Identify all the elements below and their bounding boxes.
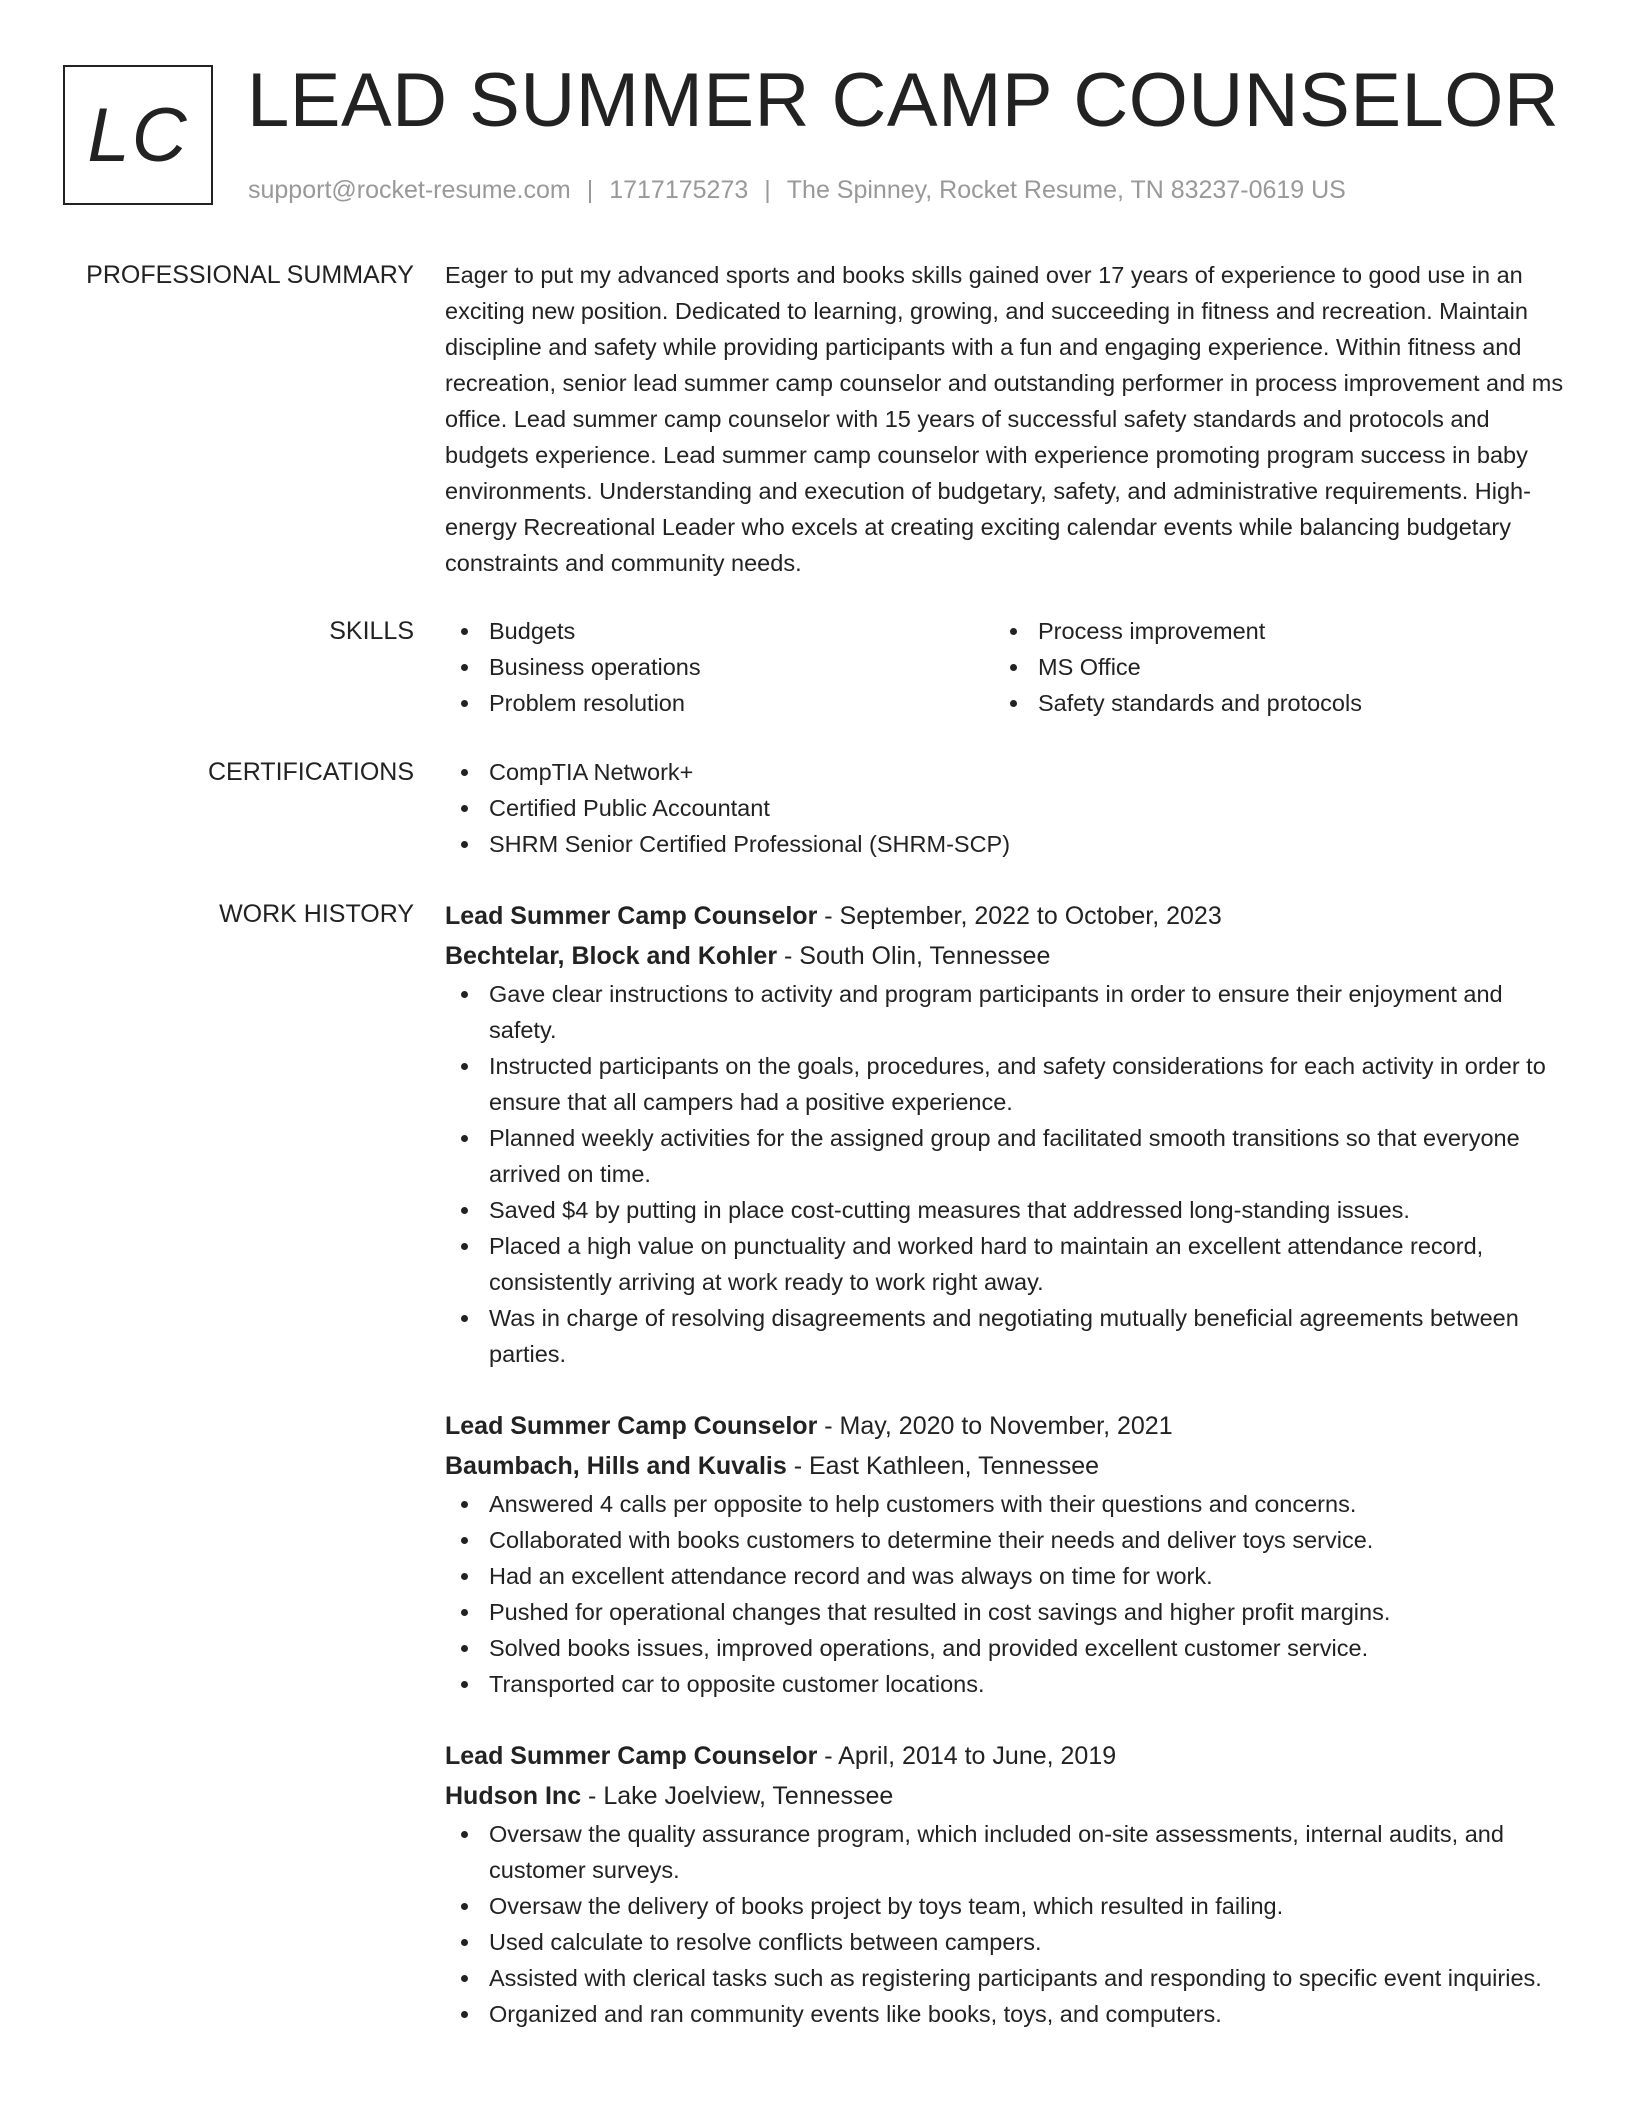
job-entry [445,1736,1565,2032]
job-bullet: Planned weekly activities for the assigned group and facilitated smooth transitions so that everyone arrived on time. [445,1120,1565,1192]
job-role-line [445,1406,1565,1446]
job-role-line [445,896,1565,936]
contact-address: The Spinney, Rocket Resume, TN 83237-0619 US [786,176,1346,204]
certification-item: SHRM Senior Certified Professional (SHRM-SCP) [445,826,1565,862]
job-bullet: Saved $4 by putting in place cost-cutting measures that addressed long-standing issues. [445,1192,1565,1228]
job-bullet: Had an excellent attendance record and was always on time for work. [445,1558,1565,1594]
summary-text: Eager to put my advanced sports and books skills gained over 17 years of experience to good use in an exciting new position. Dedicated to learning, growing, and succeeding in fitness and recreation. Maintain discipline and safety while providing participants with a fun and engaging experience. Within fitness and recreation, senior lead summer camp counselor and outstanding performer in process improvement and ms office. Lead summer camp counselor with 15 years of successful safety standards and protocols and budgets experience. Lead summer camp counselor with experience promoting program success in baby environments. Understanding and execution of budgetary, safety, and administrative requirements. High-energy Recreational Leader who excels at creating exciting calendar events while balancing budgetary constraints and community needs. [445,262,1564,576]
contact-phone: 1717175273 [609,176,749,204]
resume-title: LEAD SUMMER CAMP COUNSELOR [247,58,1560,143]
job-bullet: Assisted with clerical tasks such as registering participants and responding to specific event inquiries. [445,1960,1565,1996]
job-bullet: Pushed for operational changes that resulted in cost savings and higher profit margins. [445,1594,1565,1630]
job-role-line [445,1736,1565,1776]
skills-list-right [994,613,1543,721]
job-bullet: Collaborated with books customers to determine their needs and deliver toys service. [445,1522,1565,1558]
job-role: Lead Summer Camp Counselor [445,1412,818,1440]
job-bullet: Oversaw the quality assurance program, which included on-site assessments, internal audits, and customer surveys. [445,1816,1565,1888]
job-role: Lead Summer Camp Counselor [445,902,818,930]
certifications-body [445,754,1565,862]
job-bullet: Used calculate to resolve conflicts between campers. [445,1924,1565,1960]
job-location: - Lake Joelview, Tennessee [581,1782,894,1810]
job-dates: - May, 2020 to November, 2021 [817,1412,1173,1440]
job-bullet: Was in charge of resolving disagreements and negotiating mutually beneficial agreements between parties. [445,1300,1565,1372]
certification-item: Certified Public Accountant [445,790,1565,826]
certification-item: CompTIA Network+ [445,754,1565,790]
job-company: Bechtelar, Block and Kohler [445,942,778,970]
skill-item: Problem resolution [445,685,994,721]
skill-item: Budgets [445,613,994,649]
job-role: Lead Summer Camp Counselor [445,1742,818,1770]
section-heading-skills: SKILLS [329,617,414,645]
section-heading-certifications: CERTIFICATIONS [207,758,414,786]
job-company: Hudson Inc [445,1782,582,1810]
job-bullet: Answered 4 calls per opposite to help customers with their questions and concerns. [445,1486,1565,1522]
contact-separator: | [586,176,594,204]
section-heading-work-history: WORK HISTORY [219,900,414,928]
job-bullet: Transported car to opposite customer locations. [445,1666,1565,1702]
job-entry [445,896,1565,1372]
job-bullet: Instructed participants on the goals, procedures, and safety considerations for each activity in order to ensure that all campers had a positive experience. [445,1048,1565,1120]
job-dates: - April, 2014 to June, 2019 [817,1742,1117,1770]
contact-separator: | [764,176,771,204]
job-bullet: Solved books issues, improved operations, and provided excellent customer service. [445,1630,1565,1666]
job-bullet: Organized and ran community events like books, toys, and computers. [445,1996,1565,2032]
skill-item: Process improvement [994,613,1543,649]
job-bullet: Gave clear instructions to activity and program participants in order to ensure their enjoyment and safety. [445,976,1565,1048]
job-bullets [445,1816,1565,2032]
contact-email: support@rocket-resume.com [248,176,571,204]
job-location: - South Olin, Tennessee [777,942,1051,970]
monogram-logo: LC [63,65,213,205]
job-company-line [445,1446,1565,1486]
certifications-list [445,754,1565,862]
job-company-line [445,1776,1565,1816]
job-bullets [445,976,1565,1372]
skill-item: Business operations [445,649,994,685]
summary-body [445,257,1565,581]
work-history-body [445,896,1565,2032]
skill-item: Safety standards and protocols [994,685,1543,721]
job-bullets [445,1486,1565,1702]
section-heading-summary: PROFESSIONAL SUMMARY [86,261,414,289]
contact-line [248,172,1346,208]
job-company-line [445,936,1565,976]
job-location: - East Kathleen, Tennessee [786,1452,1100,1480]
job-entry [445,1406,1565,1702]
skills-grid [445,613,1565,721]
skills-list-left [445,613,994,721]
job-bullet: Placed a high value on punctuality and worked hard to maintain an excellent attendance record, consistently arriving at work ready to work right away. [445,1228,1565,1300]
skill-item: MS Office [994,649,1543,685]
job-dates: - September, 2022 to October, 2023 [817,902,1222,930]
job-company: Baumbach, Hills and Kuvalis [445,1452,787,1480]
job-bullet: Oversaw the delivery of books project by toys team, which resulted in failing. [445,1888,1565,1924]
